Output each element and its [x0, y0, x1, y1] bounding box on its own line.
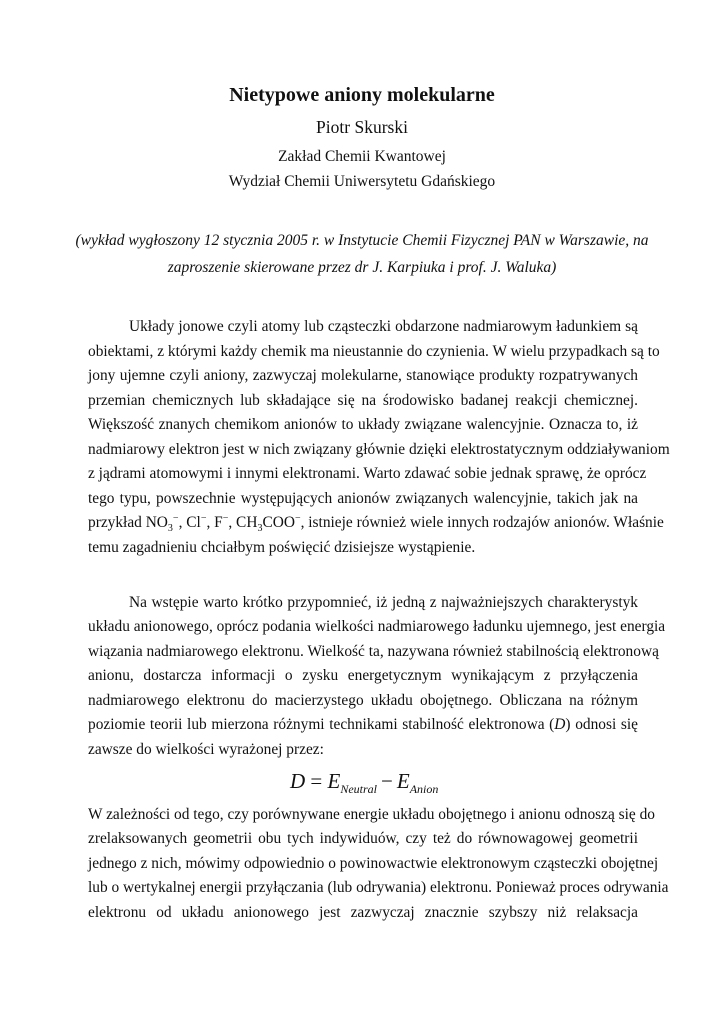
- paragraph-line: jony ujemne czyli aniony, zazwyczaj molekularne, stanowiące produkty rozpatrywanych: [88, 367, 638, 384]
- paragraph-line: lub o wertykalnej energii przyłączania (lub odrywania) elektronu. Ponieważ proces odrywania: [88, 879, 669, 896]
- paragraph-line: obiektami, z którymi każdy chemik ma nieustannie do czynienia. W wielu przypadkach są to: [88, 343, 660, 360]
- lecture-note-line: zaproszenie skierowane przez dr J. Karpiuka i prof. J. Waluka): [167, 259, 557, 276]
- paragraph-line: poziomie teorii lub mierzona różnymi technikami stabilność elektronowa (D) odnosi się: [88, 716, 638, 733]
- paragraph-line: układu anionowego, oprócz podania wielkości nadmiarowego ładunku ujemnego, jest energia: [88, 618, 666, 635]
- paragraph-line: elektronu od układu anionowego jest zazwyczaj znacznie szybszy niż relaksacja: [88, 904, 638, 921]
- paragraph-line: Na wstępie warto krótko przypomnieć, iż jedną z najważniejszych charakterystyk: [129, 594, 638, 611]
- author-name: Piotr Skurski: [316, 117, 408, 137]
- paragraph-line: nadmiarowy elektron jest w nich związany głównie dzięki elektrostatycznym oddziaływaniom: [88, 441, 670, 458]
- electron-binding-energy-formula: $D = E_{Neutral} - E_{Anion}$: [290, 769, 439, 797]
- paragraph-line: wiązania nadmiarowego elektronu. Wielkość ta, nazywana również stabilnością elektronową: [88, 643, 659, 660]
- paragraph-line: tego typu, powszechnie występujących anionów związanych walencyjnie, takich jak na: [88, 490, 638, 507]
- paragraph-line: nadmiarowego elektronu do macierzystego układu obojętnego. Obliczana na różnym: [88, 692, 638, 709]
- paragraph-line: zrelaksowanych geometrii obu tych indywiduów, czy też do równowagowej geometrii: [88, 830, 638, 847]
- paragraph-line: temu zagadnieniu chciałbym poświęcić dzisiejsze wystąpienie.: [88, 539, 476, 556]
- paragraph-line: anionu, dostarcza informacji o zysku energetycznym wynikającym z przyłączenia: [88, 667, 638, 684]
- paragraph-line: Większość znanych chemikom anionów to układy związane walencyjnie. Oznacza to, iż: [88, 416, 638, 433]
- paragraph-line: W zależności od tego, czy porównywane energie układu obojętnego i anionu odnoszą się do: [88, 806, 656, 823]
- affiliation-faculty: Wydział Chemii Uniwersytetu Gdańskiego: [228, 173, 496, 190]
- lecture-note-line: (wykład wygłoszony 12 stycznia 2005 r. w Instytucie Chemii Fizycznej PAN w Warszawie, na: [75, 232, 649, 249]
- paragraph-line: zawsze do wielkości wyrażonej przez:: [88, 741, 324, 758]
- paragraph-line: z jądrami atomowymi i innymi elektronami. Warto zdawać sobie jednak sprawę, że oprócz: [88, 465, 647, 482]
- paragraph-line: przemian chemicznych lub składające się na środowisko badanej reakcji chemicznej.: [88, 392, 638, 409]
- paragraph-line-ions: przykład $NO_3^-$, Cl−, F−, $CH_3COO^-$, istnieje również wiele innych rodzajów anionów. Właśnie: [88, 512, 664, 535]
- affiliation-department: Zakład Chemii Kwantowej: [278, 148, 446, 165]
- paragraph-line: Układy jonowe czyli atomy lub cząsteczki obdarzone nadmiarowym ładunkiem są: [129, 318, 638, 335]
- paper-title: Nietypowe aniony molekularne: [229, 84, 495, 106]
- paragraph-line: jednego z nich, mówimy odpowiednio o powinowactwie elektronowym cząsteczki obojętnej: [88, 855, 659, 872]
